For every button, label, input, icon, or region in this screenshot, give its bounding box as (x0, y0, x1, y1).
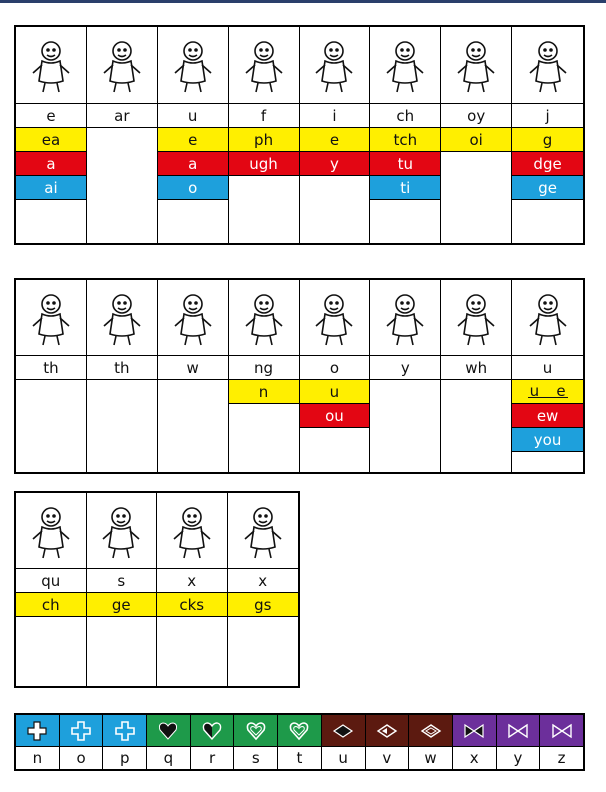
symbol-column-r (191, 715, 235, 769)
column-6 (370, 280, 441, 472)
phonogram-label: e (16, 104, 86, 128)
spelling-cell-red: ew (512, 404, 583, 428)
symbol-letter: v (382, 749, 392, 767)
spelling-cell-yellow: ch (16, 593, 86, 617)
column-5 (300, 280, 371, 472)
phonogram-grid-1 (14, 25, 585, 245)
top-rule (0, 0, 606, 3)
phonogram-grid-3 (14, 491, 300, 688)
dragon-icon (87, 280, 157, 356)
heart-half-icon (191, 715, 234, 747)
queen-icon (512, 280, 583, 356)
symbol-column-u (322, 715, 366, 769)
boy-jumping-icon (158, 27, 228, 104)
children-at-door-icon (300, 280, 370, 356)
symbol-letter: q (163, 749, 174, 767)
king-with-bear-icon (441, 280, 511, 356)
spelling-cell-yellow: oi (441, 128, 511, 152)
roller-skate-icon (512, 27, 583, 104)
column-5 (300, 27, 371, 243)
phonogram-label: j (512, 104, 583, 128)
plus-outline-icon (103, 715, 146, 747)
boiling-pot-icon (16, 493, 86, 569)
phonogram-label: u (512, 356, 583, 380)
spelling-cell-blue: you (512, 428, 583, 452)
column-2 (87, 280, 158, 472)
phonogram-label: f (229, 104, 299, 128)
column-7 (441, 280, 512, 472)
seal-icon (441, 27, 511, 104)
bowtie-filled-icon (453, 715, 496, 747)
symbol-column-t (278, 715, 322, 769)
phonogram-label: ar (87, 104, 157, 128)
heart-filled-icon (147, 715, 190, 747)
phonogram-label: ch (370, 104, 440, 128)
column-3 (158, 27, 229, 243)
spelling-cell-red: a (158, 152, 228, 176)
symbol-letter: w (424, 749, 437, 767)
heart-outline-icon (234, 715, 277, 747)
girl-with-telescope-icon (16, 27, 86, 104)
column-1 (16, 493, 87, 686)
phonogram-label: u (158, 104, 228, 128)
symbol-column-w (409, 715, 453, 769)
lion-on-log-icon (87, 27, 157, 104)
column-2 (87, 493, 158, 686)
symbol-letter: z (557, 749, 566, 767)
symbol-letter: y (513, 749, 523, 767)
symbol-letter: o (76, 749, 86, 767)
symbol-column-z (540, 715, 583, 769)
diamond-filled-icon (322, 715, 365, 747)
spelling-cell-yellow: ea (16, 128, 86, 152)
spelling-cell-yellow: ph (229, 128, 299, 152)
spelling-cell-yellow: e (158, 128, 228, 152)
phonogram-label: th (16, 356, 86, 380)
spelling-cell-red: a (16, 152, 86, 176)
symbol-letter: s (251, 749, 260, 767)
symbol-letter: x (469, 749, 479, 767)
column-2 (87, 27, 158, 243)
spelling-cell-yellow: ge (87, 593, 157, 617)
phonogram-label: y (370, 356, 440, 380)
symbol-column-y (497, 715, 541, 769)
spelling-cell-blue: ti (370, 176, 440, 200)
symbol-letter: n (32, 749, 43, 767)
symbol-strip (14, 713, 585, 771)
symbol-column-s (234, 715, 278, 769)
symbol-letter: t (296, 749, 303, 767)
spelling-cell-blue: o (158, 176, 228, 200)
phonogram-label: wh (441, 356, 511, 380)
phonogram-label: th (87, 356, 157, 380)
symbol-column-n (16, 715, 60, 769)
symbol-letter: p (119, 749, 130, 767)
diamond-half-icon (366, 715, 409, 747)
creature-icon (16, 280, 86, 356)
column-1 (16, 27, 87, 243)
column-8 (512, 27, 583, 243)
spelling-cell-blue: ge (512, 176, 583, 200)
symbol-column-v (366, 715, 410, 769)
symbol-letter: r (209, 749, 216, 767)
bowtie-outline-icon (540, 715, 583, 747)
spelling-cell-blue: ai (16, 176, 86, 200)
column-1 (16, 280, 87, 472)
spelling-cell-red: y (300, 152, 370, 176)
symbol-column-p (103, 715, 147, 769)
phonogram-label: ng (229, 356, 299, 380)
train-engine-icon (370, 27, 440, 104)
phonogram-label: x (157, 569, 227, 593)
column-8 (512, 280, 583, 472)
spelling-cell-yellow: u e (512, 380, 583, 404)
man-on-stool-icon (300, 27, 370, 104)
hanging-gong-icon (229, 280, 299, 356)
phonogram-label: qu (16, 569, 86, 593)
phonogram-label: x (228, 569, 298, 593)
hair-dryer-icon (87, 493, 157, 569)
heart-outline-icon (278, 715, 321, 747)
column-3 (157, 493, 228, 686)
phonogram-label: i (300, 104, 370, 128)
phonogram-label: o (300, 356, 370, 380)
spelling-cell-red: ugh (229, 152, 299, 176)
phonogram-label: oy (441, 104, 511, 128)
column-3 (158, 280, 229, 472)
puppy-icon (370, 280, 440, 356)
plus-filled-icon (16, 715, 59, 747)
spelling-cell-yellow: e (300, 128, 370, 152)
cat-icon (229, 27, 299, 104)
symbol-column-x (453, 715, 497, 769)
symbol-column-q (147, 715, 191, 769)
spelling-cell-yellow: cks (157, 593, 227, 617)
column-7 (441, 27, 512, 243)
boy-with-lasso-icon (158, 280, 228, 356)
plus-outline-icon (60, 715, 103, 747)
column-4 (229, 280, 300, 472)
phonogram-label: s (87, 569, 157, 593)
column-4 (229, 27, 300, 243)
spelling-cell-red: tu (370, 152, 440, 176)
bowtie-outline-icon (497, 715, 540, 747)
spelling-cell-yellow: u (300, 380, 370, 404)
column-4 (228, 493, 298, 686)
diamond-outline-icon (409, 715, 452, 747)
spelling-cell-yellow: gs (228, 593, 298, 617)
frog-on-ladder-icon (157, 493, 227, 569)
spelling-cell-yellow: g (512, 128, 583, 152)
spelling-cell-yellow: tch (370, 128, 440, 152)
spelling-cell-red: dge (512, 152, 583, 176)
column-6 (370, 27, 441, 243)
phonogram-label: w (158, 356, 228, 380)
symbol-column-o (60, 715, 104, 769)
spelling-cell-red: ou (300, 404, 370, 428)
symbol-letter: u (338, 749, 348, 767)
spelling-cell-yellow: n (229, 380, 299, 404)
hippo-icon (228, 493, 298, 569)
phonogram-grid-2 (14, 278, 585, 474)
